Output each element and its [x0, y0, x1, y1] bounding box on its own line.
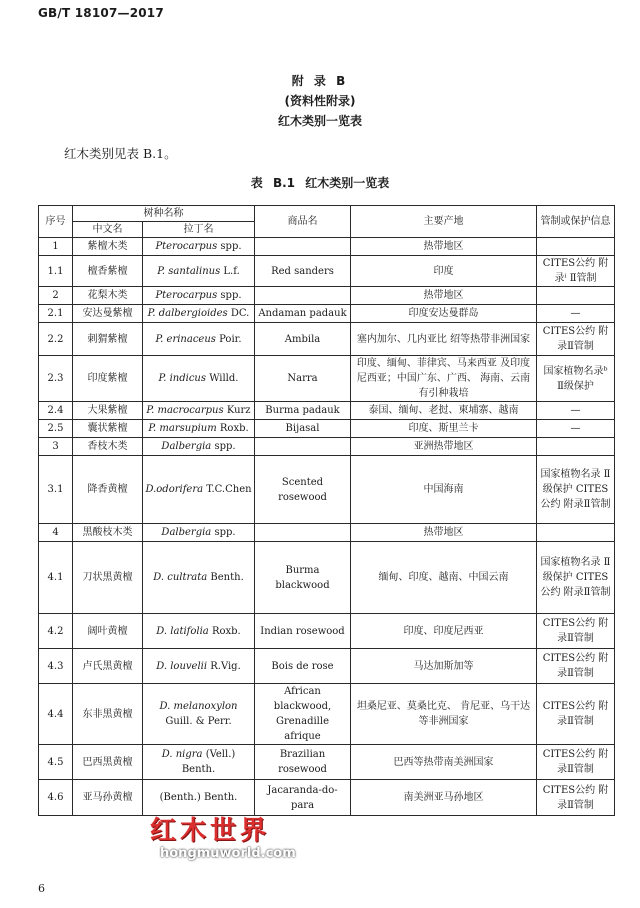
- header-no: 序号: [39, 206, 73, 238]
- row-no: 4.3: [39, 649, 73, 684]
- row-chinese-name: 安达曼紫檀: [73, 305, 143, 323]
- row-no: 3.1: [39, 456, 73, 524]
- row-chinese-name: 东非黑黄檀: [73, 684, 143, 745]
- row-latin-authority: Roxb.: [219, 423, 249, 434]
- row-protection: CITES公约 附录Ⅱ管制: [537, 649, 615, 684]
- row-chinese-name: 降香黄檀: [73, 456, 143, 524]
- row-latin-name: [143, 684, 255, 745]
- row-latin-name: [143, 323, 255, 356]
- row-latin-genus: P. indicus: [158, 373, 206, 384]
- row-protection: CITES公约 附录Ⅱ管制: [537, 614, 615, 649]
- table-row: [39, 420, 615, 438]
- row-protection: CITES公约 附录Ⅱ管制: [537, 684, 615, 745]
- row-chinese-name: 刀状黑黄檀: [73, 542, 143, 614]
- header-species-name: 树种名称: [73, 206, 255, 222]
- row-no: 2.5: [39, 420, 73, 438]
- table-row: [39, 456, 615, 524]
- row-latin-name: [143, 256, 255, 287]
- row-latin-authority: Poir.: [219, 333, 242, 345]
- row-protection: CITES公约 附录Ⅱ管制: [537, 323, 615, 356]
- row-latin-name: [143, 745, 255, 780]
- row-latin-genus: D. louvelii: [156, 660, 208, 672]
- table-row: [39, 438, 615, 456]
- row-trade-name: [255, 524, 351, 542]
- row-protection: [537, 524, 615, 542]
- header-chinese-name: 中文名: [73, 222, 143, 238]
- row-no: 3: [39, 438, 73, 456]
- appendix-note: (资料性附录): [284, 94, 356, 108]
- row-latin-authority: Roxb.: [211, 625, 241, 637]
- row-latin-authority: DC.: [230, 308, 250, 319]
- row-trade-name: Ambila: [255, 323, 351, 356]
- row-no: 4.4: [39, 684, 73, 745]
- row-latin-name: [143, 542, 255, 614]
- row-origin: 印度、斯里兰卡: [351, 420, 537, 438]
- row-protection: [537, 238, 615, 256]
- row-no: 1: [39, 238, 73, 256]
- rosewood-category-table: [38, 205, 615, 816]
- table-row: [39, 256, 615, 287]
- appendix-title: 附 录 B: [291, 74, 349, 88]
- row-origin: 热带地区: [351, 238, 537, 256]
- table-row: [39, 684, 615, 745]
- row-latin-genus: D. melanoxylon: [159, 701, 238, 712]
- header-trade-name: 商品名: [255, 206, 351, 238]
- row-latin-genus: D. latifolia: [156, 625, 209, 637]
- row-latin-name: [143, 402, 255, 420]
- table-caption: 表 B.1 红木类别一览表: [250, 176, 390, 190]
- table-row: [39, 402, 615, 420]
- row-latin-name: [143, 356, 255, 402]
- table-row: [39, 323, 615, 356]
- table-row: [39, 614, 615, 649]
- row-latin-genus: Pterocarpus: [155, 241, 218, 252]
- row-chinese-name: 花梨木类: [73, 287, 143, 305]
- row-origin: 马达加斯加等: [351, 649, 537, 684]
- header-latin-name: 拉丁名: [143, 222, 255, 238]
- row-origin: 泰国、缅甸、老挝、柬埔寨、越南: [351, 402, 537, 420]
- row-chinese-name: 印度紫檀: [73, 356, 143, 402]
- row-latin-genus: P. marsupium: [148, 423, 217, 434]
- row-chinese-name: 紫檀木类: [73, 238, 143, 256]
- row-latin-name: [143, 614, 255, 649]
- row-latin-name: [143, 287, 255, 305]
- row-chinese-name: 囊状紫檀: [73, 420, 143, 438]
- row-latin-name: [143, 305, 255, 323]
- row-protection: CITES公约 附录Ⅱ管制: [537, 780, 615, 816]
- row-origin: 缅甸、印度、越南、中国云南: [351, 542, 537, 614]
- row-trade-name: Brazilian rosewood: [255, 745, 351, 780]
- row-origin: 南美洲亚马孙地区: [351, 780, 537, 816]
- table-row: [39, 238, 615, 256]
- row-latin-authority: L.f.: [223, 265, 240, 277]
- row-origin: 坦桑尼亚、莫桑比克、 肯尼亚、乌干达等非洲国家: [351, 684, 537, 745]
- row-origin: 亚洲热带地区: [351, 438, 537, 456]
- table-row: [39, 287, 615, 305]
- row-protection: [537, 287, 615, 305]
- row-latin-authority: spp.: [220, 241, 242, 252]
- row-trade-name: Jacaranda-do-para: [255, 780, 351, 816]
- row-chinese-name: 刺猬紫檀: [73, 323, 143, 356]
- row-latin-authority: Willd.: [209, 373, 239, 384]
- table-row: [39, 305, 615, 323]
- row-trade-name: [255, 238, 351, 256]
- watermark-logo: 红木世界: [150, 816, 271, 846]
- row-no: 2.3: [39, 356, 73, 402]
- row-no: 2.4: [39, 402, 73, 420]
- row-no: 1.1: [39, 256, 73, 287]
- row-trade-name: [255, 287, 351, 305]
- row-trade-name: Andaman padauk: [255, 305, 351, 323]
- row-no: 4.1: [39, 542, 73, 614]
- row-no: 2.2: [39, 323, 73, 356]
- row-latin-genus: D. cultrata: [153, 572, 208, 583]
- row-chinese-name: 巴西黑黄檀: [73, 745, 143, 780]
- watermark-url: hongmuworld.com: [160, 846, 296, 861]
- row-latin-genus: P. dalbergioides: [147, 308, 228, 319]
- table-row: [39, 745, 615, 780]
- header-protection: 管制或保护信息: [537, 206, 615, 238]
- row-protection: 国家植物名录 Ⅱ级保护 CITES公约 附录Ⅱ管制: [537, 456, 615, 524]
- row-origin: 热带地区: [351, 524, 537, 542]
- row-origin: 中国海南: [351, 456, 537, 524]
- row-latin-authority: Benth.: [210, 572, 244, 583]
- appendix-subtitle: 红木类别一览表: [277, 114, 362, 128]
- row-protection: —: [537, 420, 615, 438]
- row-trade-name: Narra: [255, 356, 351, 402]
- row-trade-name: [255, 438, 351, 456]
- row-chinese-name: 香枝木类: [73, 438, 143, 456]
- row-trade-name: Scented rosewood: [255, 456, 351, 524]
- row-trade-name: Bijasal: [255, 420, 351, 438]
- row-origin: 热带地区: [351, 287, 537, 305]
- standard-code: GB/T 18107—2017: [38, 6, 164, 20]
- header-origin: 主要产地: [351, 206, 537, 238]
- row-trade-name: Indian rosewood: [255, 614, 351, 649]
- table-row: [39, 524, 615, 542]
- row-chinese-name: 卢氏黑黄檀: [73, 649, 143, 684]
- table-row: [39, 649, 615, 684]
- row-no: 4.6: [39, 780, 73, 816]
- row-protection: [537, 438, 615, 456]
- row-latin-authority: spp.: [214, 441, 236, 452]
- row-latin-genus: D.odorifera: [145, 484, 204, 495]
- row-protection: CITES公约 附录Ⅱ管制: [537, 745, 615, 780]
- row-latin-genus: Dalbergia: [161, 527, 212, 538]
- row-no: 4: [39, 524, 73, 542]
- page-number: 6: [38, 882, 45, 895]
- table-row: [39, 356, 615, 402]
- row-protection: 国家植物名录 Ⅱ级保护 CITES公约 附录Ⅱ管制: [537, 542, 615, 614]
- row-trade-name: Burma padauk: [255, 402, 351, 420]
- row-latin-name: [143, 420, 255, 438]
- row-protection: 国家植物名录ᵇ Ⅱ级保护: [537, 356, 615, 402]
- row-trade-name: African blackwood, Grenadille afrique: [255, 684, 351, 745]
- row-trade-name: Burma blackwood: [255, 542, 351, 614]
- row-protection: —: [537, 305, 615, 323]
- row-latin-authority: spp.: [214, 527, 236, 538]
- row-chinese-name: 黑酸枝木类: [73, 524, 143, 542]
- intro-text: 红木类别见表 B.1。: [64, 146, 177, 161]
- row-protection: CITES公约 附录ⁱ Ⅱ管制: [537, 256, 615, 287]
- row-latin-authority: R.Vig.: [210, 660, 241, 672]
- row-latin-genus: Dalbergia: [161, 441, 212, 452]
- row-latin-authority: Kurz: [226, 405, 251, 416]
- row-trade-name: Red sanders: [255, 256, 351, 287]
- row-latin-name: [143, 649, 255, 684]
- row-trade-name: Bois de rose: [255, 649, 351, 684]
- row-latin-genus: P. erinaceus: [155, 333, 216, 345]
- row-latin-authority: (Benth.) Benth.: [159, 792, 238, 803]
- row-latin-name: [143, 456, 255, 524]
- table-row: [39, 780, 615, 816]
- row-latin-genus: Pterocarpus: [155, 290, 218, 301]
- row-no: 4.2: [39, 614, 73, 649]
- row-origin: 印度: [351, 256, 537, 287]
- row-latin-authority: spp.: [220, 290, 242, 301]
- row-origin: 印度安达曼群岛: [351, 305, 537, 323]
- row-chinese-name: 檀香紫檀: [73, 256, 143, 287]
- row-latin-genus: P. santalinus: [157, 265, 221, 277]
- row-no: 2.1: [39, 305, 73, 323]
- row-origin: 巴西等热带南美洲国家: [351, 745, 537, 780]
- table-row: [39, 542, 615, 614]
- row-origin: 印度、印度尼西亚: [351, 614, 537, 649]
- row-latin-genus: P. macrocarpus: [146, 405, 224, 416]
- row-latin-authority: (Vell.) Benth.: [181, 749, 236, 775]
- row-latin-name: [143, 238, 255, 256]
- row-no: 4.5: [39, 745, 73, 780]
- row-chinese-name: 大果紫檀: [73, 402, 143, 420]
- row-chinese-name: 阔叶黄檀: [73, 614, 143, 649]
- row-latin-genus: D. nigra: [161, 749, 203, 760]
- row-no: 2: [39, 287, 73, 305]
- row-latin-authority: Guill. & Perr.: [165, 716, 232, 727]
- row-latin-name: [143, 524, 255, 542]
- row-latin-authority: T.C.Chen: [206, 484, 252, 495]
- row-latin-name: [143, 438, 255, 456]
- row-protection: —: [537, 402, 615, 420]
- row-chinese-name: 亚马孙黄檀: [73, 780, 143, 816]
- row-origin: 塞内加尔、几内亚比 绍等热带非洲国家: [351, 323, 537, 356]
- row-origin: 印度、缅甸、菲律宾、马来西亚 及印度尼西亚；中国广东、广西、 海南、云南有引种栽培: [351, 356, 537, 402]
